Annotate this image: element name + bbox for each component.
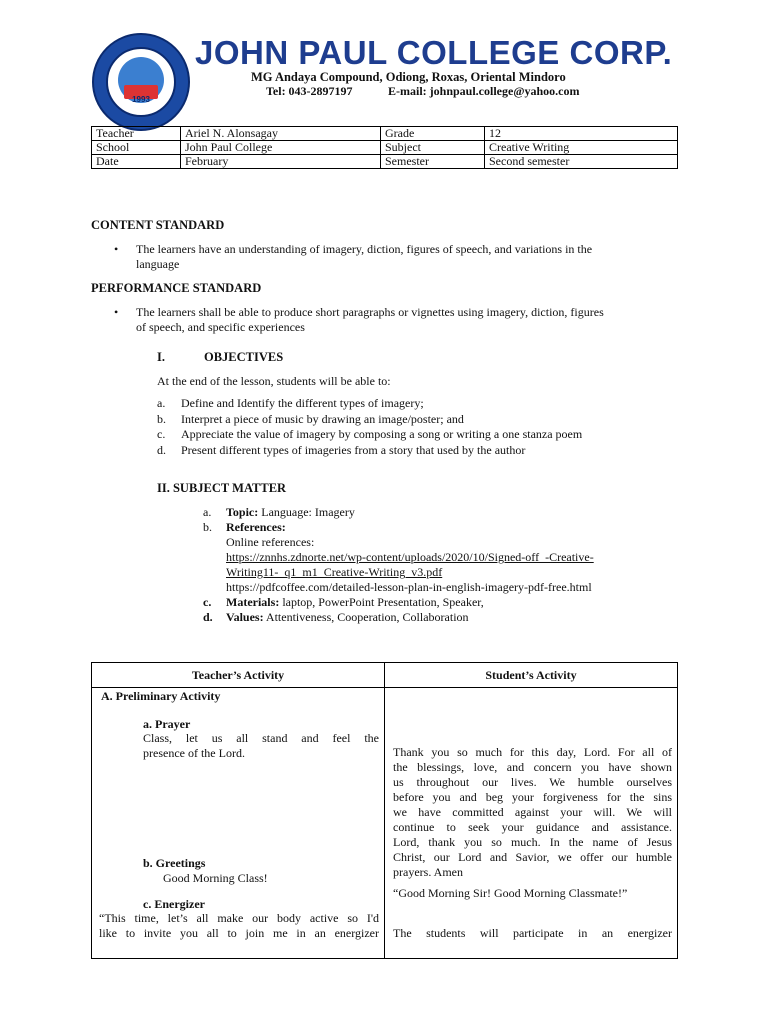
activity-table — [91, 662, 678, 959]
student-prayer-line: us throughout our lives. We humble ourselves — [393, 775, 672, 789]
table-row — [92, 688, 678, 959]
info-cell: Ariel N. Alonsagay — [181, 127, 381, 141]
performance-standard-line: • The learners shall be able to produce short paragraphs or vignettes using imagery, diction, figures — [136, 305, 604, 319]
prayer-text: presence of the Lord. — [143, 746, 245, 760]
college-address: MG Andaya Compound, Odiong, Roxas, Oriental Mindoro — [251, 70, 566, 84]
info-cell: School — [92, 141, 181, 155]
content-standard-heading: CONTENT STANDARD — [91, 218, 225, 232]
teacher-activity-cell — [92, 688, 385, 959]
values-value: Attentiveness, Cooperation, Collaboration — [263, 610, 469, 624]
greetings-label: b. Greetings — [143, 856, 206, 870]
subject-letter: a. — [203, 505, 212, 519]
info-cell: Teacher — [92, 127, 181, 141]
student-prayer-line: Lord, thank you so much. In the name of Jesus — [393, 835, 672, 849]
reference-link[interactable]: https://pdfcoffee.com/detailed-lesson-plan-in-english-imagery-pdf-free.html — [226, 580, 592, 594]
subject-letter: d. — [203, 610, 213, 624]
values-line — [226, 610, 469, 625]
student-activity-cell — [385, 688, 678, 959]
info-cell: February — [181, 155, 381, 169]
objective-letter: b. — [157, 412, 166, 426]
teacher-activity-header: Teacher’s Activity — [92, 663, 385, 688]
references-label-text: References: — [226, 520, 286, 534]
info-cell: Semester — [381, 155, 485, 169]
preliminary-activity: A. Preliminary Activity — [101, 689, 221, 703]
objectives-intro: At the end of the lesson, students will be able to: — [157, 374, 391, 388]
college-name: JOHN PAUL COLLEGE CORP. — [195, 34, 673, 71]
objective-letter: c. — [157, 427, 166, 441]
info-cell: Date — [92, 155, 181, 169]
references-label — [226, 520, 286, 535]
objective-text: Interpret a piece of music by drawing an image/poster; and — [181, 412, 464, 426]
student-energizer: The students will participate in an energizer — [393, 926, 672, 940]
info-cell: John Paul College — [181, 141, 381, 155]
info-cell: Second semester — [485, 155, 678, 169]
college-telephone: Tel: 043-2897197 — [266, 84, 353, 98]
prayer-label: a. Prayer — [143, 717, 191, 731]
info-cell: Subject — [381, 141, 485, 155]
prayer-text: Class, let us all stand and feel the — [143, 731, 379, 745]
performance-standard-line: of speech, and specific experiences — [136, 320, 305, 334]
performance-standard-heading: PERFORMANCE STANDARD — [91, 281, 262, 295]
student-prayer-line: before you and beg your forgiveness for the sins — [393, 790, 672, 804]
student-prayer-line: continue to seek your guidance and assistance. — [393, 820, 672, 834]
content-standard-bullet — [136, 242, 676, 272]
info-cell: Grade — [381, 127, 485, 141]
logo-year: 1993 — [132, 95, 150, 104]
energizer-text: “This time, let’s all make our body active so I'd — [99, 911, 379, 925]
content-standard-line: • The learners have an understanding of imagery, diction, figures of speech, and variations in the — [136, 242, 593, 256]
reference-link[interactable]: Writing11-_q1_m1_Creative-Writing_v3.pdf — [226, 565, 443, 579]
energizer-text: like to invite you all to join me in an energizer — [99, 926, 379, 940]
materials-label: Materials: — [226, 595, 280, 609]
objective-text: Present different types of imageries from a story that used by the author — [181, 443, 526, 457]
logo-seal — [106, 47, 176, 117]
student-prayer — [393, 745, 672, 880]
table-header-row — [92, 663, 678, 688]
student-prayer-line: Thank you so much for this day, Lord. For all of — [393, 745, 672, 759]
subject-letter: b. — [203, 520, 212, 534]
objective-letter: a. — [157, 396, 166, 410]
objective-letter: d. — [157, 443, 166, 457]
values-label: Values: — [226, 610, 264, 624]
student-prayer-line: Christ, our Lord and Savior, we offer our humble — [393, 850, 672, 864]
performance-standard-bullet — [136, 305, 676, 335]
reference-link[interactable]: https://znnhs.zdnorte.net/wp-content/uploads/2020/10/Signed-off_-Creative- — [226, 550, 594, 564]
greetings-text: Good Morning Class! — [163, 871, 268, 885]
student-activity-header: Student’s Activity — [385, 663, 678, 688]
lesson-info-table — [91, 126, 678, 169]
topic-line — [226, 505, 355, 520]
subject-letter: c. — [203, 595, 212, 609]
info-cell: Creative Writing — [485, 141, 678, 155]
table-row — [92, 141, 678, 155]
subject-matter-heading: II. SUBJECT MATTER — [157, 481, 287, 495]
objective-text: Define and Identify the different types of imagery; — [181, 396, 424, 410]
objective-text: Appreciate the value of imagery by composing a song or writing a one stanza poem — [181, 427, 583, 441]
table-row — [92, 155, 678, 169]
student-prayer-line: the blessings, love, and concern you have shown — [393, 760, 672, 774]
topic-value: Language: Imagery — [258, 505, 355, 519]
materials-value: laptop, PowerPoint Presentation, Speaker, — [279, 595, 484, 609]
college-email: E-mail: johnpaul.college@yahoo.com — [388, 84, 580, 98]
info-cell: 12 — [485, 127, 678, 141]
objectives-heading: OBJECTIVES — [204, 350, 284, 364]
college-logo — [92, 33, 190, 131]
topic-label: Topic: — [226, 505, 259, 519]
energizer-label: c. Energizer — [143, 897, 205, 911]
content-standard-line: language — [136, 257, 180, 271]
table-row — [92, 127, 678, 141]
student-prayer-line: we have committed against your will. We will — [393, 805, 672, 819]
materials-line — [226, 595, 484, 610]
student-greeting: “Good Morning Sir! Good Morning Classmate!” — [393, 886, 628, 900]
online-references-label: Online references: — [226, 535, 315, 549]
objectives-number: I. — [157, 350, 165, 364]
student-prayer-line: prayers. Amen — [393, 865, 463, 879]
